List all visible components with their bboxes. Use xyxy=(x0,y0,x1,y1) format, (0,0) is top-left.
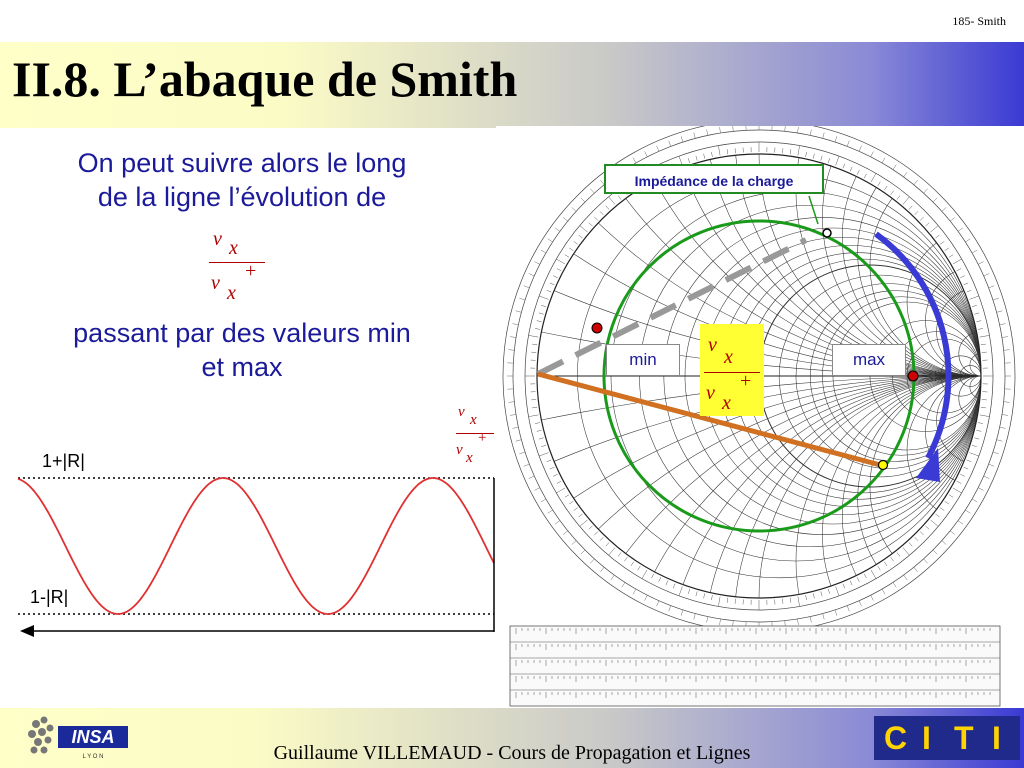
cfrac-den-v: v xyxy=(706,382,715,404)
citi-letter-3: T xyxy=(954,720,974,756)
load-point xyxy=(823,229,831,237)
lower-label: 1-|R| xyxy=(30,587,69,607)
slide-title: II.8. L’abaque de Smith xyxy=(12,51,518,107)
frac-den-v: v xyxy=(211,272,220,294)
footer-text: Guillaume VILLEMAUD - Cours de Propagation et Lignes xyxy=(273,742,751,764)
wfrac-den-x: x xyxy=(466,450,473,466)
text-fraction xyxy=(205,228,265,302)
body-line-1: On peut suivre alors le long xyxy=(77,148,407,178)
cfrac-den-x: x xyxy=(722,392,731,414)
upper-label: 1+|R| xyxy=(42,451,85,471)
cfrac-num-v: v xyxy=(708,334,717,356)
body-line-3: passant par des valeurs min xyxy=(73,318,411,348)
axis-arrowhead xyxy=(20,625,34,637)
body-line-4: et max xyxy=(201,352,283,382)
min-label: min xyxy=(606,344,680,376)
cfrac-num-x: x xyxy=(724,346,733,368)
frac-num-x: x xyxy=(229,237,238,259)
frac-num-v: v xyxy=(213,228,222,250)
yellow-point xyxy=(879,461,888,470)
min-point xyxy=(592,323,602,333)
load-impedance-callout: Impédance de la charge xyxy=(604,164,824,194)
max-label: max xyxy=(832,344,906,376)
body-text-block-2 xyxy=(14,316,470,384)
body-text-block-1 xyxy=(14,146,470,214)
insa-sub: L Y O N xyxy=(82,754,104,760)
citi-letter-4: I xyxy=(992,720,1001,756)
callout-pointer xyxy=(809,196,818,224)
cfrac-bar xyxy=(704,372,760,373)
wfrac-bar xyxy=(456,433,494,434)
frac-den-plus: + xyxy=(245,260,257,282)
frac-bar xyxy=(209,262,265,263)
body-line-2: de la ligne l’évolution de xyxy=(97,182,387,212)
center-fraction xyxy=(700,324,764,416)
cfrac-den-plus: + xyxy=(740,370,752,392)
citi-logo xyxy=(874,716,1020,760)
citi-letter-2: I xyxy=(922,720,931,756)
standing-wave xyxy=(18,478,494,614)
insa-text: INSA xyxy=(71,727,115,747)
wfrac-num-v: v xyxy=(458,404,465,420)
wfrac-num-x: x xyxy=(470,412,477,428)
max-point xyxy=(908,371,918,381)
citi-letter-1: C xyxy=(884,720,908,756)
wfrac-den-plus: + xyxy=(478,430,487,446)
wfrac-den-v: v xyxy=(456,442,463,458)
page-number: 185- Smith xyxy=(952,14,1006,28)
frac-den-x: x xyxy=(227,282,236,304)
smith-overlay xyxy=(496,126,1024,708)
